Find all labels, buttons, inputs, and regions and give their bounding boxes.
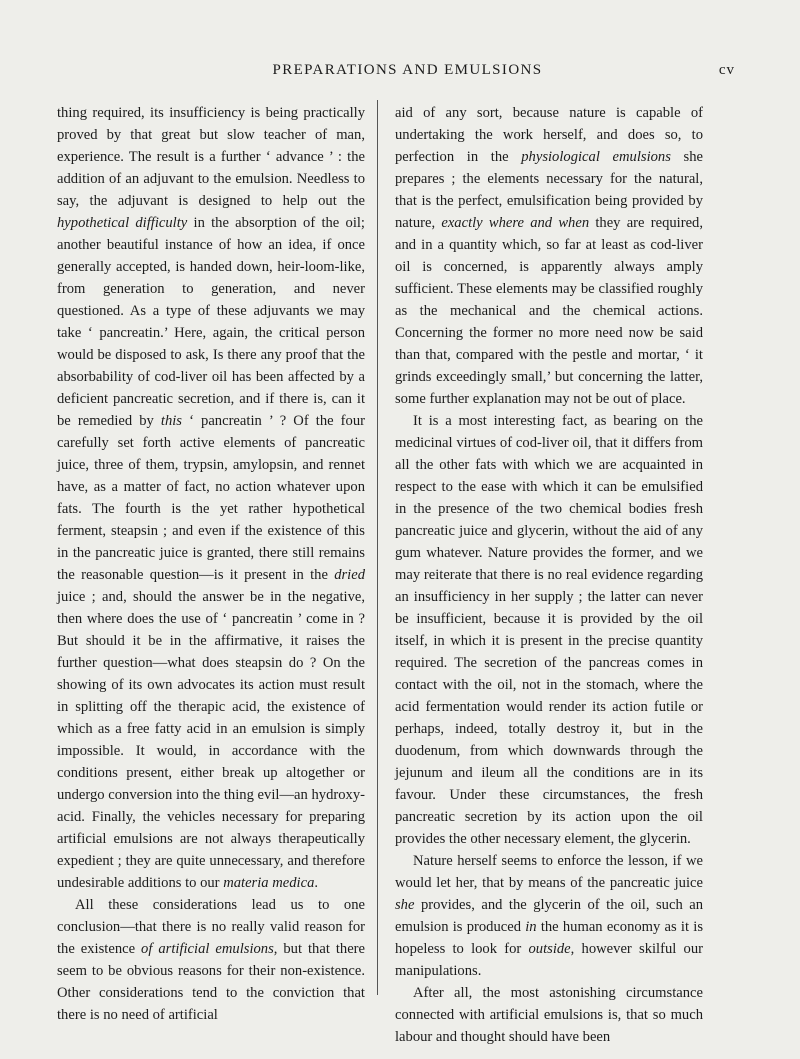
paragraph: It is a most interesting fact, as bearing on the medicinal virtues of cod-liver oil, that it differs from all the other fats with which we are acquainted in respect to the ease with which it can be emulsified in the presence of the two chemical bodies fresh pancreatic juice and glycerin, without the aid of any gum whatever. Nature provides the former, and we may reiterate that there is no real evidence regarding an insufficiency in her supply ; the latter can never be insufficient, because it is provided by the oil itself, in which it is present in the precise quantity required. The secretion of the pancreas comes in contact with the oil, not in the stomach, where the acid fermentation would render its action futile or perhaps, indeed, totally destroy it, but in the duodenum, from which downwards through the jejunum and ileum all the conditions are in its favour. Under these circumstances, the fresh pancreatic secretion by its action upon the oil provides the other necessary element, the glycerin. bbox=[395, 413, 703, 847]
paragraph: aid of any sort, because nature is capable of undertaking the work herself, and does so, to perfection in the physiological emulsions she prepares ; the elements necessary for the natural, that is the perfect, emulsification being provided by nature, exactly where and when they are required, and in a quantity which, so far at least as cod-liver oil is concerned, is apparently always amply sufficient. These elements may be classified roughly as the mechanical and the chemical actions. Concerning the former no more need now be said than that, compared with the pestle and mortar, ‘ it grinds exceedingly small,’ but concerning the latter, some further explanation may not be out of place. bbox=[395, 105, 704, 407]
paragraph: Nature herself seems to enforce the lesson, if we would let her, that by means of the pancreatic juice she provides, and the glycerin of the oil, such an emulsion is produced in the human economy as it is hopeless to look for outside, however skilful our manipulations. bbox=[395, 853, 704, 979]
paragraph: After all, the most astonishing circumstance connected with artificial emulsions is, that so much labour and thought should have been bbox=[395, 985, 703, 1045]
right-column bbox=[395, 102, 703, 1048]
page-number: cv bbox=[718, 62, 735, 78]
left-column bbox=[57, 102, 365, 1026]
paragraph: thing required, its insufficiency is being practically proved by that great but slow teacher of man, experience. The result is a further ‘ advance ’ : the addition of an adjuvant to the emulsion. Needless to say, the adjuvant is designed to help out the hypothetical difficulty in the absorption of the oil; another beautiful instance of how an idea, if once generally accepted, is handed down, heir-loom-like, from generation to generation, and never questioned. As a type of these adjuvants we may take ‘ pancreatin.’ Here, again, the critical person would be disposed to ask, Is there any proof that the absorbability of cod-liver oil has been affected by a deficient pancreatic secretion, and if there is, can it be remedied by this ‘ pancreatin ’ ? Of the four carefully set forth active elements of pancreatic juice, three of them, trypsin, amylopsin, and rennet have, as a matter of fact, no action whatever upon fats. The fourth is the yet rather hypothetical ferment, steapsin ; and even if the existence of this in the pancreatic juice is granted, there still remains the reasonable question—is it present in the dried juice ; and, should the answer be in the negative, then where does the use of ‘ pancreatin ’ come in ? But should it be in the affirmative, it raises the further question—what does steapsin do ? On the showing of its own advocates its action must result in splitting off the therapic acid, the existence of which as a free fatty acid in an emulsion is simply impossible. It would, in accordance with the conditions present, either break up altogether or undergo conversion into the thing evil—an hydroxy-acid. Finally, the vehicles necessary for preparing artificial emulsions are not always therapeutically expedient ; they are quite unnecessary, and therefore undesirable additions to our materia medica. bbox=[57, 105, 365, 891]
running-header bbox=[80, 62, 735, 82]
column-divider bbox=[377, 100, 378, 995]
paragraph: All these considerations lead us to one conclusion—that there is no really valid reason for the existence of artificial emulsions, but that there seem to be obvious reasons for their non-existence. Other considerations tend to the conviction that there is no need of artificial bbox=[57, 897, 366, 1023]
running-title: PREPARATIONS AND EMULSIONS bbox=[272, 62, 543, 78]
